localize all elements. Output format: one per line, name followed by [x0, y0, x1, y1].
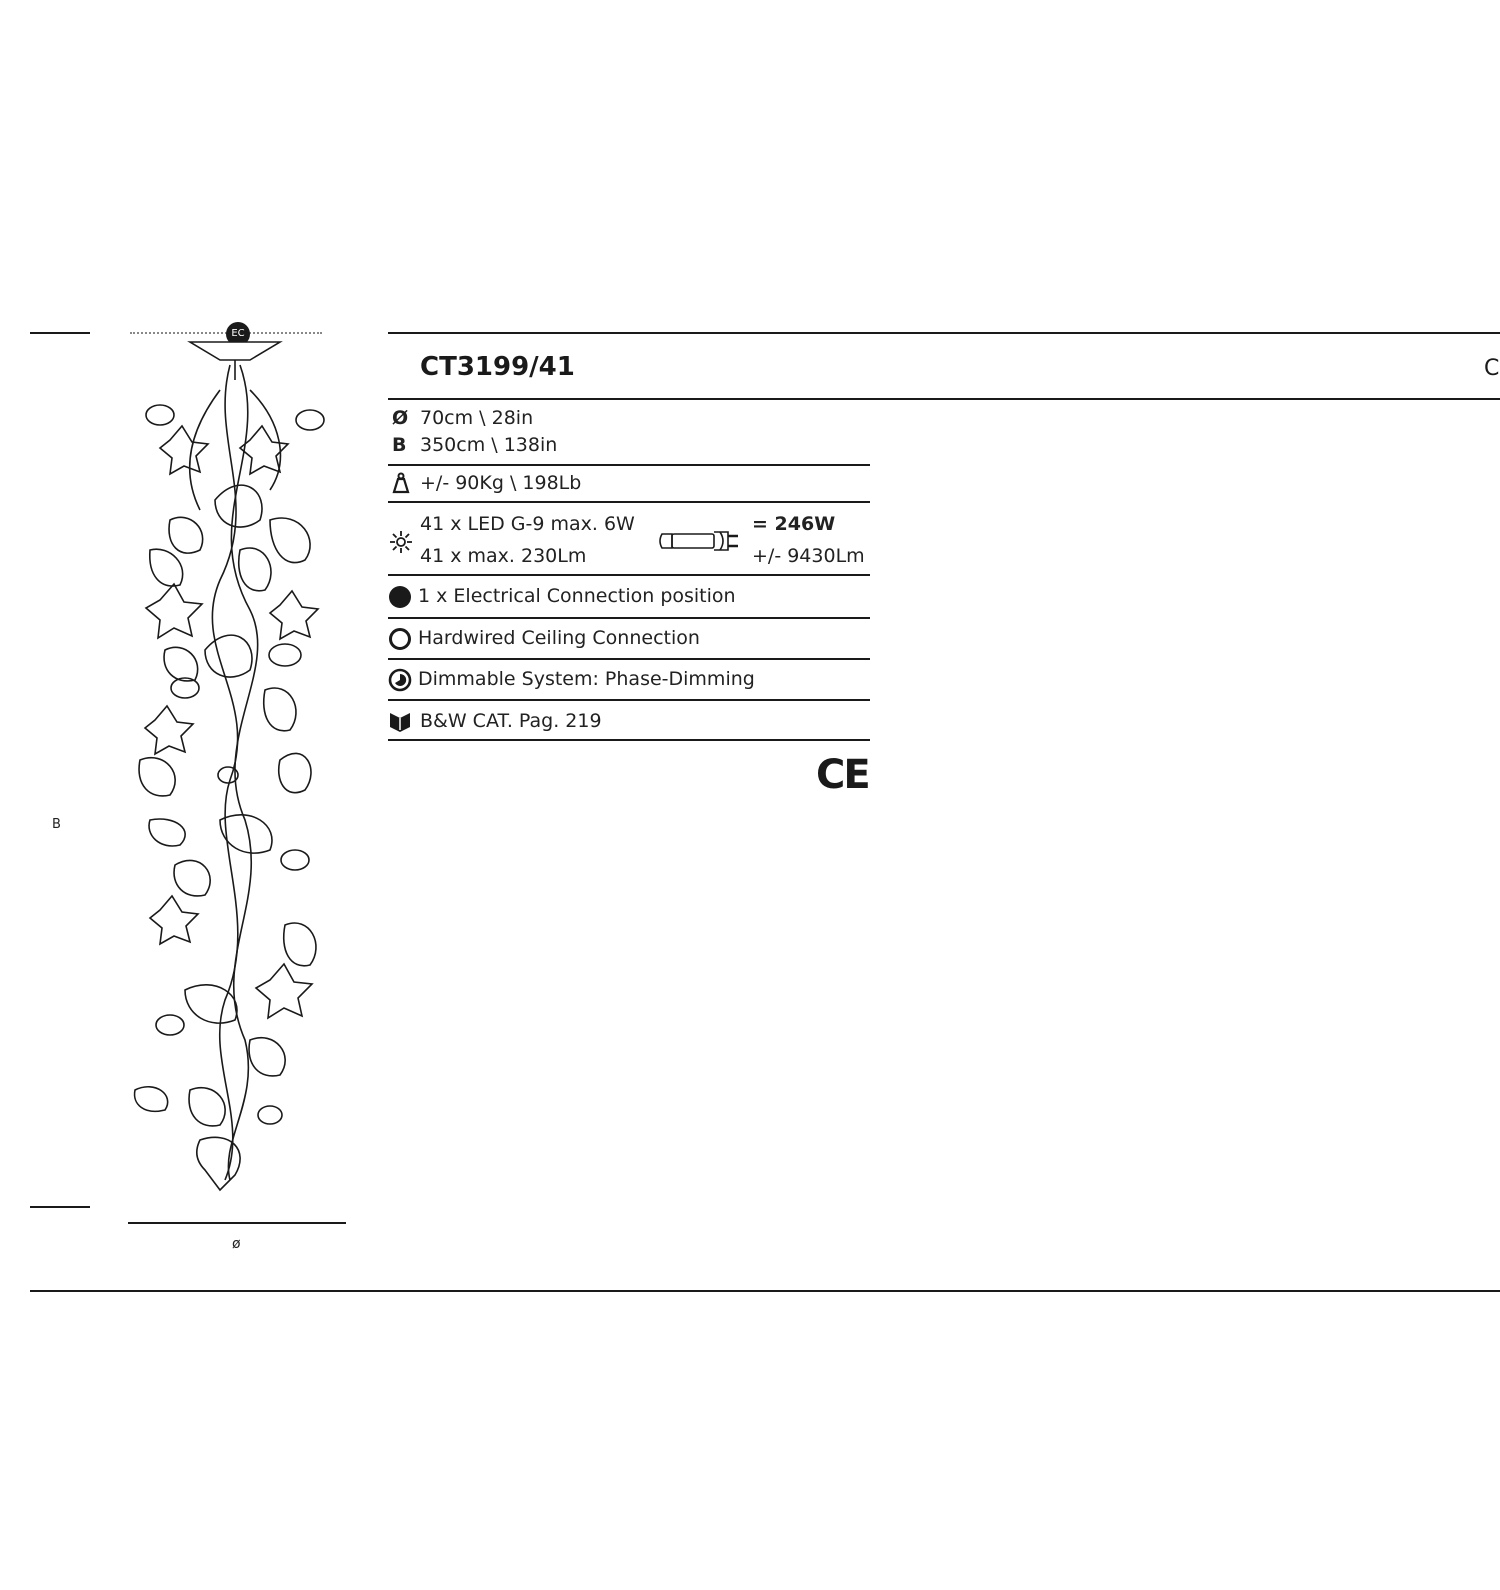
ce-mark-icon: CE [816, 752, 869, 798]
catalog-icon [388, 709, 412, 733]
height-bottom-tick [30, 1206, 90, 1208]
dimmable-icon [388, 668, 412, 692]
height-top-tick [30, 332, 90, 334]
ec-icon [389, 586, 411, 608]
total-lumen: +/- 9430Lm [752, 545, 865, 567]
height-value: 350cm \ 138in [420, 434, 558, 456]
height-dimension-label: B [52, 817, 61, 832]
ec-badge-label: EC [231, 328, 245, 339]
header-bottom-rule [388, 398, 1500, 400]
ceiling-ring-icon [389, 628, 411, 650]
diameter-dimension-label: ø [232, 1236, 241, 1252]
diameter-line [128, 1222, 346, 1224]
product-code: CT3199/41 [420, 352, 575, 382]
height-icon: B [392, 434, 407, 456]
rule-1 [388, 464, 870, 466]
rule-4 [388, 617, 870, 619]
header-top-rule [388, 332, 1500, 334]
electrical-connection-text: 1 x Electrical Connection position [418, 585, 736, 607]
rule-6 [388, 699, 870, 701]
sun-icon [389, 530, 413, 554]
lamp-spec-line1: 41 x LED G-9 max. 6W [420, 513, 635, 535]
total-power: = 246W [752, 513, 836, 535]
rule-7 [388, 739, 870, 741]
diameter-value: 70cm \ 28in [420, 407, 534, 429]
dimming-text: Dimmable System: Phase-Dimming [418, 668, 755, 690]
ceiling-connection-text: Hardwired Ceiling Connection [418, 627, 700, 649]
lamp-spec-line2: 41 x max. 230Lm [420, 545, 587, 567]
rule-3 [388, 574, 870, 576]
catalog-text: B&W CAT. Pag. 219 [420, 710, 602, 732]
weight-value: +/- 90Kg \ 198Lb [420, 472, 582, 494]
diameter-icon: Ø [392, 407, 409, 429]
product-title-cut: C [1484, 356, 1500, 381]
rule-2 [388, 501, 870, 503]
page-bottom-rule [30, 1290, 1500, 1292]
chandelier-drawing [120, 320, 350, 1200]
rule-5 [388, 658, 870, 660]
g9-bulb-icon [658, 526, 740, 556]
weight-icon [390, 472, 412, 494]
